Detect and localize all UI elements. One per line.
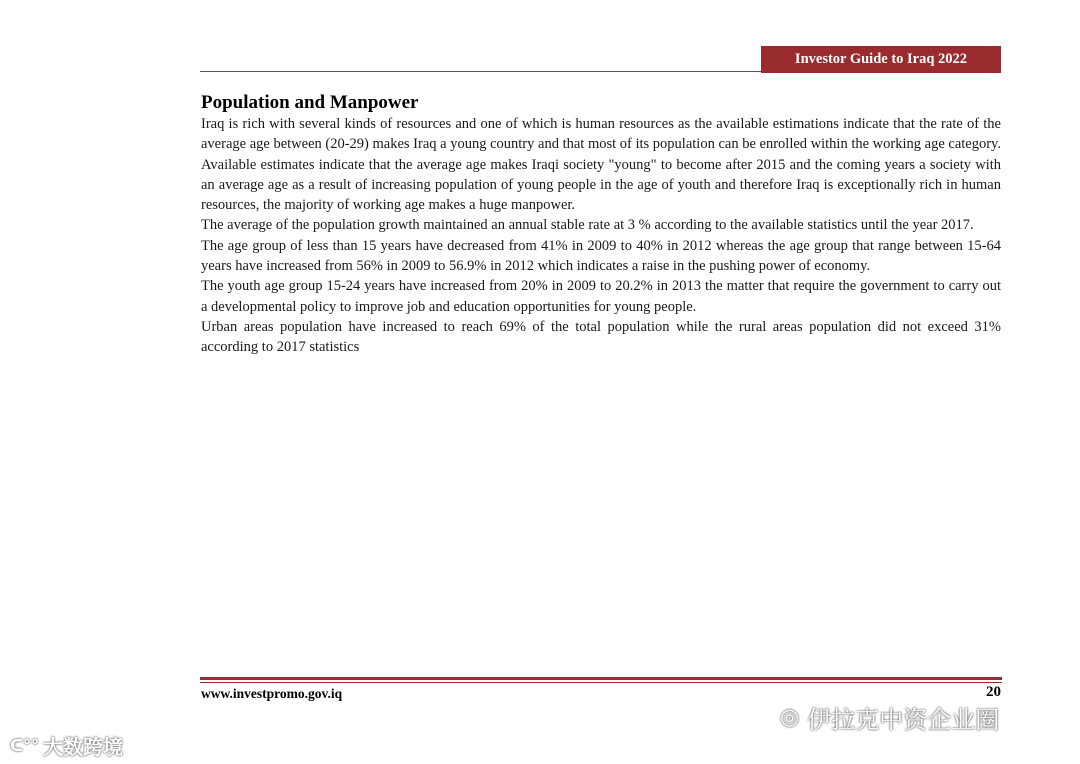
paragraph: The youth age group 15-24 years have increased from 20% in 2009 to 20.2% in 2013 the matter that require the government to carry out a developmental policy to improve job and education opportunities for young people. [201, 278, 1001, 315]
page-number: 20 [986, 684, 1001, 700]
header-badge: Investor Guide to Iraq 2022 [761, 46, 1001, 73]
watermark-left [10, 731, 123, 760]
watermark-left-text: 大数跨境 [43, 735, 124, 759]
paragraph: The age group of less than 15 years have decreased from 41% in 2009 to 40% in 2012 whereas the age group that range between 15-64 years have increased from 56% in 2009 to 56.9% in 2012 which indicates a raise in the pushing power of economy. [201, 237, 1001, 275]
wechat-icon: ◎ [780, 705, 800, 730]
main-content [201, 92, 1001, 358]
paragraph: Iraq is rich with several kinds of resources and one of which is human resources as the available estimations indicate that the rate of the average age between (20-29) makes Iraq a young country and that most of its population can be enrolled within the working age category. Available estimates indicate that the average age makes Iraqi society "young" to become after 2015 and the coming years a society with an average age as a result of increasing population of young people in the age of youth and therefore Iraq is exceptionally rich in human resources, the majority of working age makes a huge manpower. [201, 116, 1001, 214]
header-rule [200, 71, 762, 72]
watermark-logo-icon: ᑕ°° [10, 736, 40, 755]
watermark-right [780, 700, 999, 735]
footer-url: www.investpromo.gov.iq [201, 686, 343, 701]
footer-rule-thin [200, 682, 1002, 683]
paragraph: The average of the population growth maintained an annual stable rate at 3 % according to the available statistics until the year 2017. [201, 217, 974, 234]
watermark-right-text: 伊拉克中资企业圈 [807, 706, 1000, 734]
footer-rule [200, 677, 1002, 680]
paragraph: Urban areas population have increased to reach 69% of the total population while the rural areas population did not exceed 31% according to 2017 statistics [201, 318, 1001, 356]
section-title: Population and Manpower [201, 92, 419, 113]
